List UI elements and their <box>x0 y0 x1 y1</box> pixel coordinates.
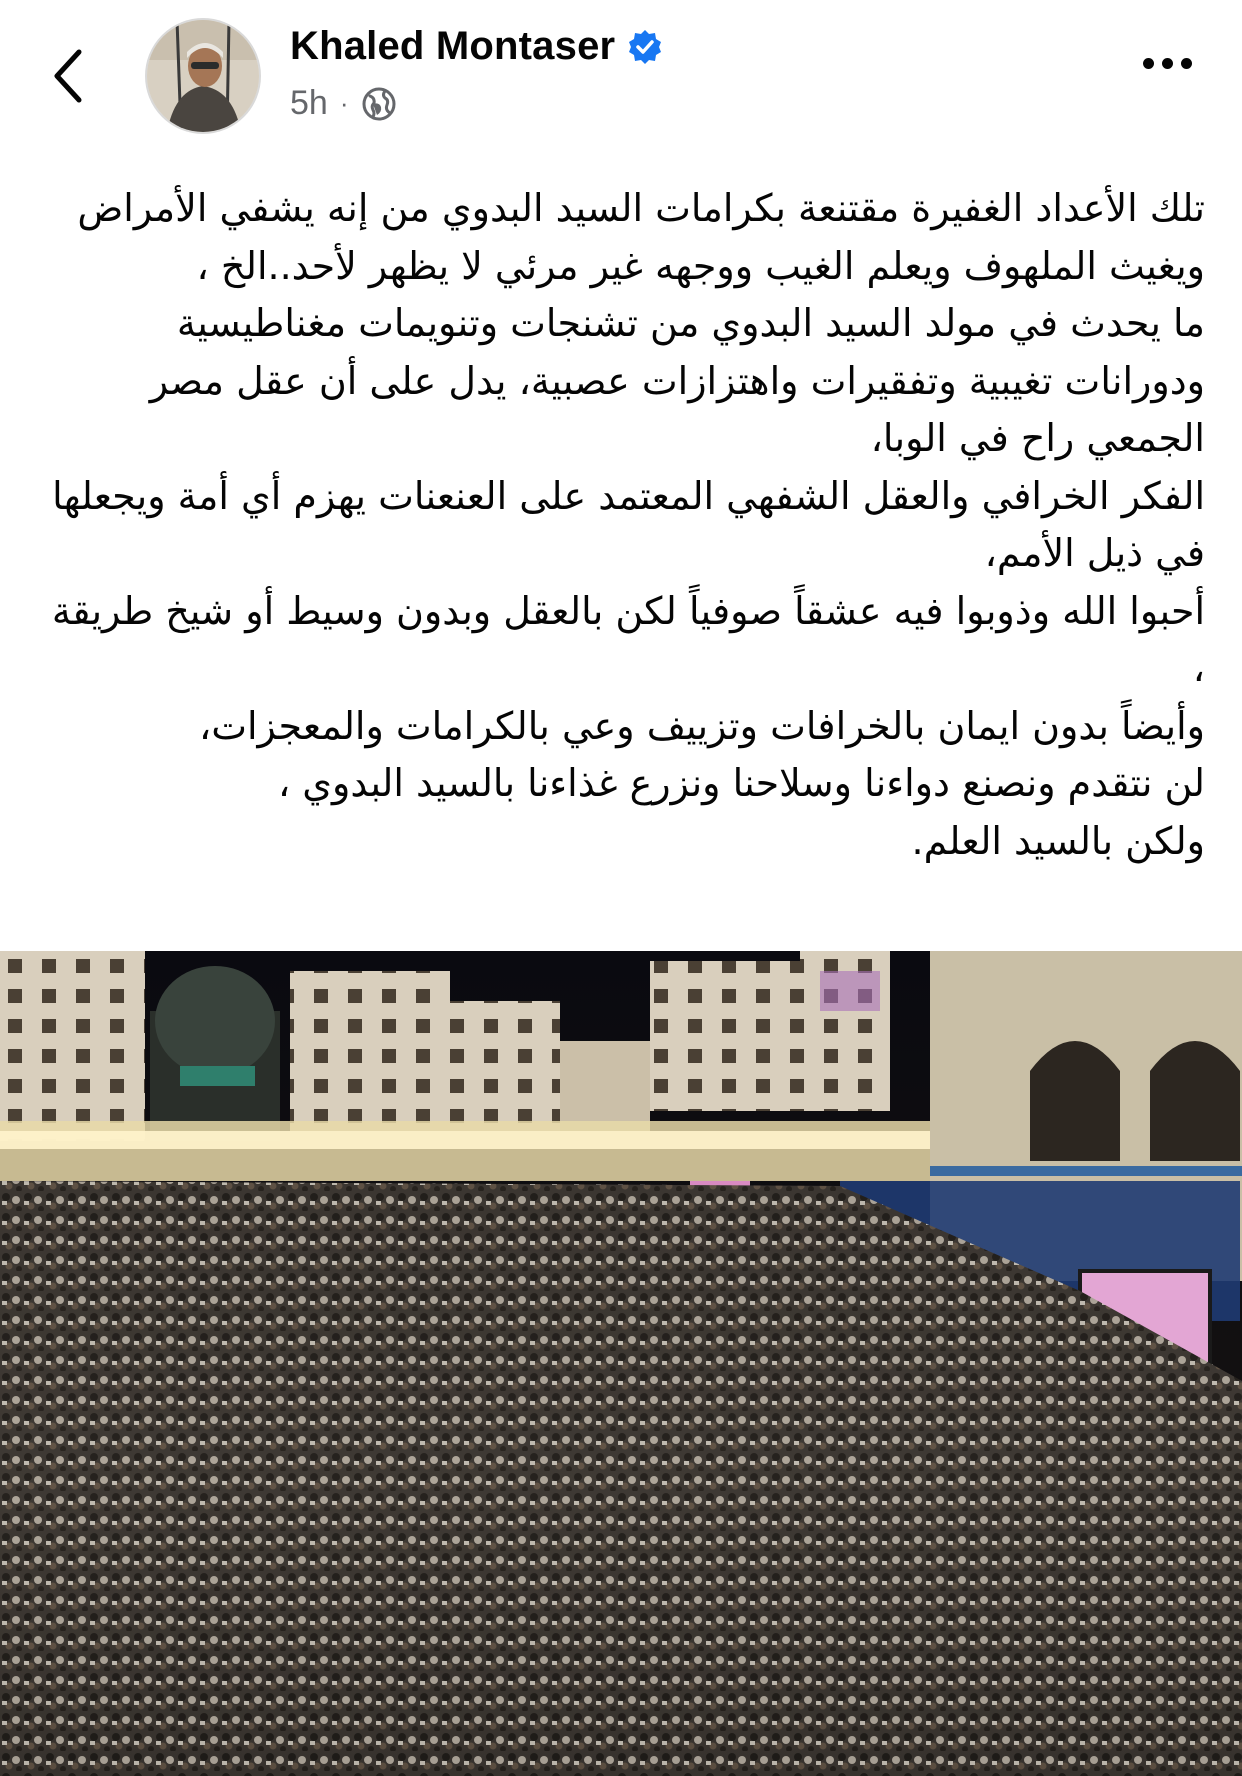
post-paragraph: الفكر الخرافي والعقل الشفهي المعتمد على العنعنات يهزم أي أمة ويجعلها في ذيل الأمم، <box>52 473 1205 575</box>
avatar[interactable] <box>145 18 261 134</box>
post-paragraph: تلك الأعداد الغفيرة مقتنعة بكرامات السيد البدوي من إنه يشفي الأمراض ويغيث الملهوف ويعلم الغيب ووجهه غير مرئي لا يظهر لأحد..الخ ، <box>77 186 1205 288</box>
meta-separator: · <box>339 88 349 118</box>
post-photo[interactable] <box>0 951 1242 1776</box>
post-paragraph: وأيضاً بدون ايمان بالخرافات وتزييف وعي بالكرامات والمعجزات، <box>198 703 1205 748</box>
more-options-button[interactable] <box>1143 58 1192 69</box>
back-button[interactable] <box>38 40 98 112</box>
author-name[interactable]: Khaled Montaser <box>290 24 616 68</box>
night-crowd-photo <box>0 951 1242 1776</box>
verified-badge-icon <box>627 29 663 65</box>
post-paragraph: ما يحدث في مولد السيد البدوي من تشنجات وتنويمات مغناطيسية ودورانات تغيبية وتفقيرات واهتزازات عصبية، يدل على أن عقل مصر الجمعي راح في الوبا، <box>149 301 1205 460</box>
post-time[interactable]: 5h <box>290 84 328 122</box>
more-horizontal-icon <box>1181 58 1192 69</box>
more-horizontal-icon <box>1143 58 1154 69</box>
globe-icon[interactable] <box>361 86 397 122</box>
post-meta <box>290 84 397 123</box>
author-row <box>290 24 663 69</box>
post-paragraph: ولكن بالسيد العلم. <box>911 818 1205 863</box>
post-paragraph: أحبوا الله وذوبوا فيه عشقاً صوفياً لكن بالعقل وبدون وسيط أو شيخ طريقة ، <box>51 588 1205 690</box>
chevron-left-icon <box>51 48 85 104</box>
post-text <box>40 180 1205 870</box>
profile-photo <box>147 20 259 132</box>
more-horizontal-icon <box>1162 58 1173 69</box>
post-paragraph: لن نتقدم ونصنع دواءنا وسلاحنا ونزرع غذاءنا بالسيد البدوي ، <box>277 761 1205 805</box>
